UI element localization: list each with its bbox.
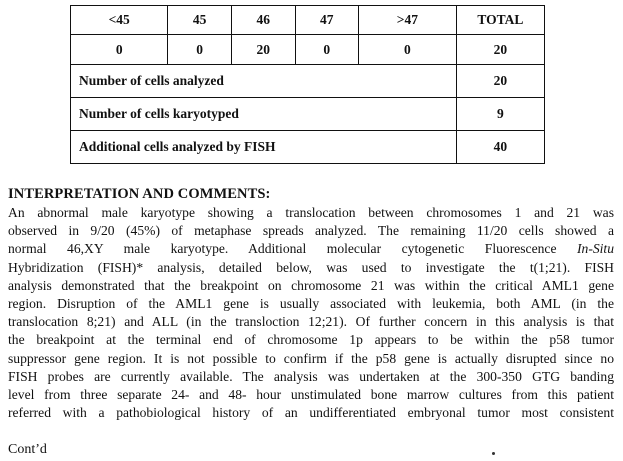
table-row [71,131,545,164]
header-cell: 47 [295,6,359,35]
row-label: Additional cells analyzed by FISH [71,131,457,164]
value-cell: 0 [71,35,168,65]
italic-term: In-Situ [577,241,614,257]
value-cell-total: 20 [456,35,544,65]
paragraph-line: observed in 9/20 (45%) of metaphase spreads analyzed. The remaining 11/20 cells showed a [8,223,614,239]
paragraph-line: level from three separate 24- and 48- hour unstimulated bone marrow cultures from this patient [8,387,614,403]
interpretation-paragraph [8,204,614,422]
paragraph-line: region. Disruption of the AML1 gene is usually associated with leukemia, both AML (in the [8,296,614,312]
value-cell: 0 [359,35,457,65]
row-label: Number of cells karyotyped [71,98,457,131]
paragraph-line [8,240,614,258]
header-cell: >47 [359,6,457,35]
paragraph-line: the breakpoint at the terminal end of chromosome 1p appears to be within the p58 tumor [8,332,614,348]
paragraph-line: referred with a pathobiological history of an undifferentiated embryonal tumor most consistent [8,405,614,421]
paragraph-line-text: normal 46,XY male karyotype. Additional molecular cytogenetic Fluorescence [8,241,577,257]
header-cell: 45 [168,6,232,35]
header-cell: <45 [71,6,168,35]
paragraph-line: suppressor gene region. It is not possible to confirm if the p58 gene is actually disrupted since no [8,350,614,366]
row-value: 9 [456,98,544,131]
row-value: 20 [456,65,544,98]
value-cell: 0 [295,35,359,65]
count-header-row [71,6,545,35]
paragraph-line: An abnormal male karyotype showing a translocation between chromosomes 1 and 21 was [8,205,614,220]
paragraph-line: FISH probes are currently available. The analysis was undertaken at the 300-350 GTG banding [8,368,614,384]
paragraph-line: Hybridization (FISH)* analysis, detailed below, was used to investigate the t(1;21). FISH [8,259,614,275]
scan-speck [492,452,495,455]
section-heading: INTERPRETATION AND COMMENTS: [8,186,271,202]
value-cell: 20 [231,35,295,65]
paragraph-line: analysis demonstrated that the breakpoint on chromosome 21 was within the critical AML1 gene [8,277,614,293]
chromosome-count-table [70,5,545,164]
table-row [71,65,545,98]
row-value: 40 [456,131,544,164]
value-cell: 0 [168,35,232,65]
header-cell: 46 [231,6,295,35]
table-row [71,98,545,131]
count-value-row [71,35,545,65]
row-label: Number of cells analyzed [71,65,457,98]
continued-label: Cont’d [8,442,47,457]
paragraph-line: translocation 8;21) and ALL (in the transloction 12;21). Of further concern in this analysis is that [8,314,614,330]
header-cell-total: TOTAL [456,6,544,35]
